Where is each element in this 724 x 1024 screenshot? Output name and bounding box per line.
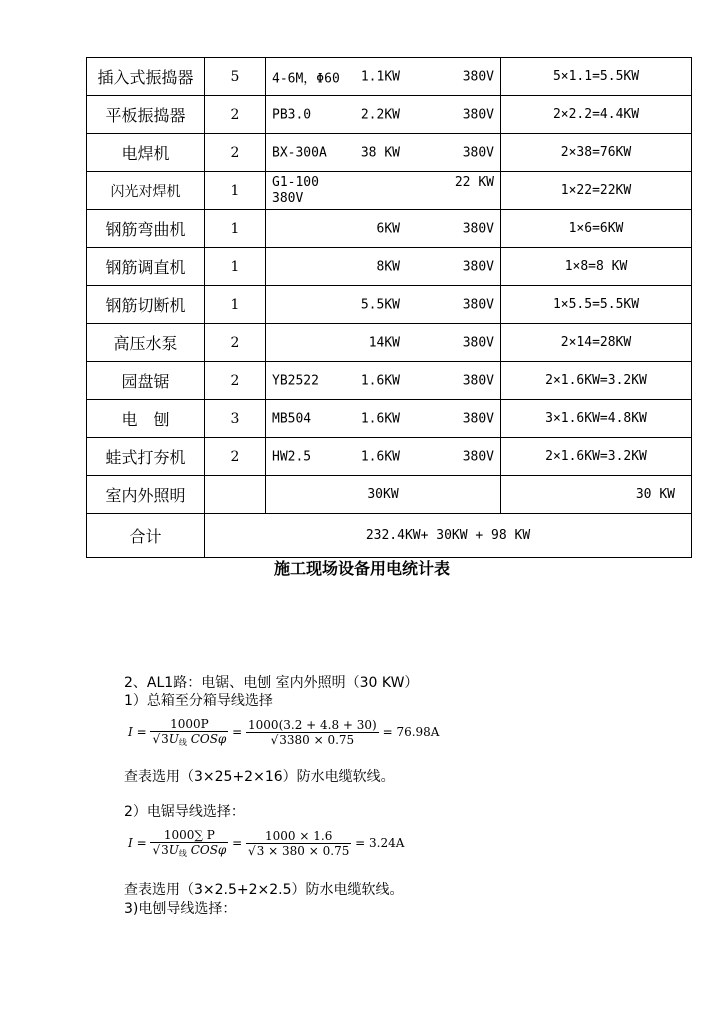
total-label: 合计 — [87, 514, 205, 558]
equipment-voltage: 380V — [462, 449, 494, 464]
equipment-name: 高压水泵 — [87, 324, 205, 362]
equipment-power: 14KW — [368, 335, 400, 350]
equipment-power: 6KW — [376, 221, 400, 236]
table-row — [87, 248, 692, 286]
equipment-spec — [266, 324, 501, 362]
equipment-name: 平板振捣器 — [87, 96, 205, 134]
equipment-name: 钢筋弯曲机 — [87, 210, 205, 248]
equipment-name: 园盘锯 — [87, 362, 205, 400]
equipment-name: 电 刨 — [87, 400, 205, 438]
equipment-power: 1.6KW — [360, 449, 400, 464]
equipment-calc: 2×2.2=4.4KW — [501, 96, 692, 134]
equipment-qty: 1 — [205, 172, 266, 210]
subsection-saw: 2）电锯导线选择： — [124, 804, 245, 820]
equipment-calc: 2×1.6KW=3.2KW — [501, 362, 692, 400]
equipment-name: 电焊机 — [87, 134, 205, 172]
equipment-qty — [205, 476, 266, 514]
section-heading: 2、AL1路：电锯、电刨 室内外照明（30 KW） — [124, 675, 419, 691]
equipment-name: 室内外照明 — [87, 476, 205, 514]
equipment-spec — [266, 286, 501, 324]
equipment-qty: 1 — [205, 210, 266, 248]
equipment-calc: 2×14=28KW — [501, 324, 692, 362]
equipment-power: 1.1KW — [360, 69, 400, 84]
equipment-name: 蛙式打夯机 — [87, 438, 205, 476]
equipment-qty: 2 — [205, 134, 266, 172]
equipment-name: 插入式振捣器 — [87, 58, 205, 96]
total-value: 232.4KW+ 30KW + 98 KW — [205, 514, 692, 558]
equipment-calc: 1×6=6KW — [501, 210, 692, 248]
table-row — [87, 286, 692, 324]
equipment-model: YB2522 — [272, 373, 319, 388]
equipment-voltage: 380V — [462, 145, 494, 160]
equipment-power: 5.5KW — [360, 297, 400, 312]
equipment-calc: 1×5.5=5.5KW — [501, 286, 692, 324]
equipment-power: 38 KW — [360, 145, 400, 160]
table-row — [87, 362, 692, 400]
equipment-power: 22 KW — [454, 175, 494, 190]
equipment-voltage: 380V — [462, 373, 494, 388]
table-row — [87, 438, 692, 476]
equipment-voltage: 380V — [462, 69, 494, 84]
equipment-qty: 2 — [205, 362, 266, 400]
equipment-calc: 2×1.6KW=3.2KW — [501, 438, 692, 476]
equipment-spec — [266, 96, 501, 134]
equipment-spec — [266, 210, 501, 248]
equipment-model: G1-100 — [272, 175, 319, 190]
equipment-model: 4-6M，Φ60 — [272, 71, 340, 86]
table-row — [87, 172, 692, 210]
equipment-power: 30KW — [266, 476, 501, 514]
formula-saw-current: I = $\frac{1000\sum P}{√3U_线 COS\varphi}$ = $\frac{1000 \times 1.6}{√3 \times 380 \times 0.75}$ = 3.24A — [128, 828, 405, 858]
equipment-model: HW2.5 — [272, 449, 312, 464]
equipment-spec — [266, 58, 501, 96]
table-row-total — [87, 514, 692, 558]
equipment-calc: 1×22=22KW — [501, 172, 692, 210]
equipment-model: MB504 — [272, 411, 312, 426]
table-row-lighting — [87, 476, 692, 514]
equipment-qty: 2 — [205, 324, 266, 362]
equipment-calc: 1×8=8 KW — [501, 248, 692, 286]
equipment-voltage: 380V — [462, 411, 494, 426]
cable-selection-2: 查表选用（3×2.5+2×2.5）防水电缆软线。 — [124, 882, 404, 898]
table-caption: 施工现场设备用电统计表 — [273, 559, 450, 578]
equipment-power: 1.6KW — [360, 373, 400, 388]
table-row — [87, 96, 692, 134]
equipment-voltage: 380V — [462, 335, 494, 350]
equipment-calc: 5×1.1=5.5KW — [501, 58, 692, 96]
equipment-voltage: 380V — [462, 259, 494, 274]
equipment-power-table — [86, 57, 692, 558]
subsection-heading: 1）总箱至分箱导线选择 — [124, 693, 273, 709]
equipment-name: 闪光对焊机 — [87, 172, 205, 210]
table-row — [87, 134, 692, 172]
equipment-voltage: 380V — [272, 191, 304, 206]
equipment-voltage: 380V — [462, 221, 494, 236]
equipment-spec — [266, 400, 501, 438]
equipment-spec — [266, 248, 501, 286]
table-row — [87, 58, 692, 96]
equipment-voltage: 380V — [462, 107, 494, 122]
equipment-power: 2.2KW — [360, 107, 400, 122]
equipment-model: BX-300A — [272, 145, 327, 160]
equipment-qty: 2 — [205, 96, 266, 134]
table-row — [87, 210, 692, 248]
equipment-qty: 5 — [205, 58, 266, 96]
equipment-qty: 2 — [205, 438, 266, 476]
equipment-qty: 1 — [205, 248, 266, 286]
subsection-planer: 3)电刨导线选择： — [124, 901, 237, 917]
equipment-power: 8KW — [376, 259, 400, 274]
table-row — [87, 400, 692, 438]
equipment-model: PB3.0 — [272, 107, 312, 122]
equipment-spec — [266, 134, 501, 172]
equipment-name: 钢筋切断机 — [87, 286, 205, 324]
equipment-power: 1.6KW — [360, 411, 400, 426]
equipment-qty: 3 — [205, 400, 266, 438]
equipment-calc: 2×38=76KW — [501, 134, 692, 172]
formula-total-current: I = $\frac{1000P}{√3U_线 COS\varphi}$ = $\frac{1000(3.2 + 4.8 + 30)}{√3380 \times 0.75}$ = 76.98A — [128, 717, 440, 747]
cable-selection-1: 查表选用（3×25+2×16）防水电缆软线。 — [124, 769, 395, 785]
equipment-voltage: 380V — [462, 297, 494, 312]
equipment-calc: 3×1.6KW=4.8KW — [501, 400, 692, 438]
equipment-spec — [266, 362, 501, 400]
table-row — [87, 324, 692, 362]
equipment-calc: 30 KW — [501, 476, 692, 514]
equipment-name: 钢筋调直机 — [87, 248, 205, 286]
equipment-qty: 1 — [205, 286, 266, 324]
equipment-spec — [266, 172, 501, 210]
equipment-spec — [266, 438, 501, 476]
